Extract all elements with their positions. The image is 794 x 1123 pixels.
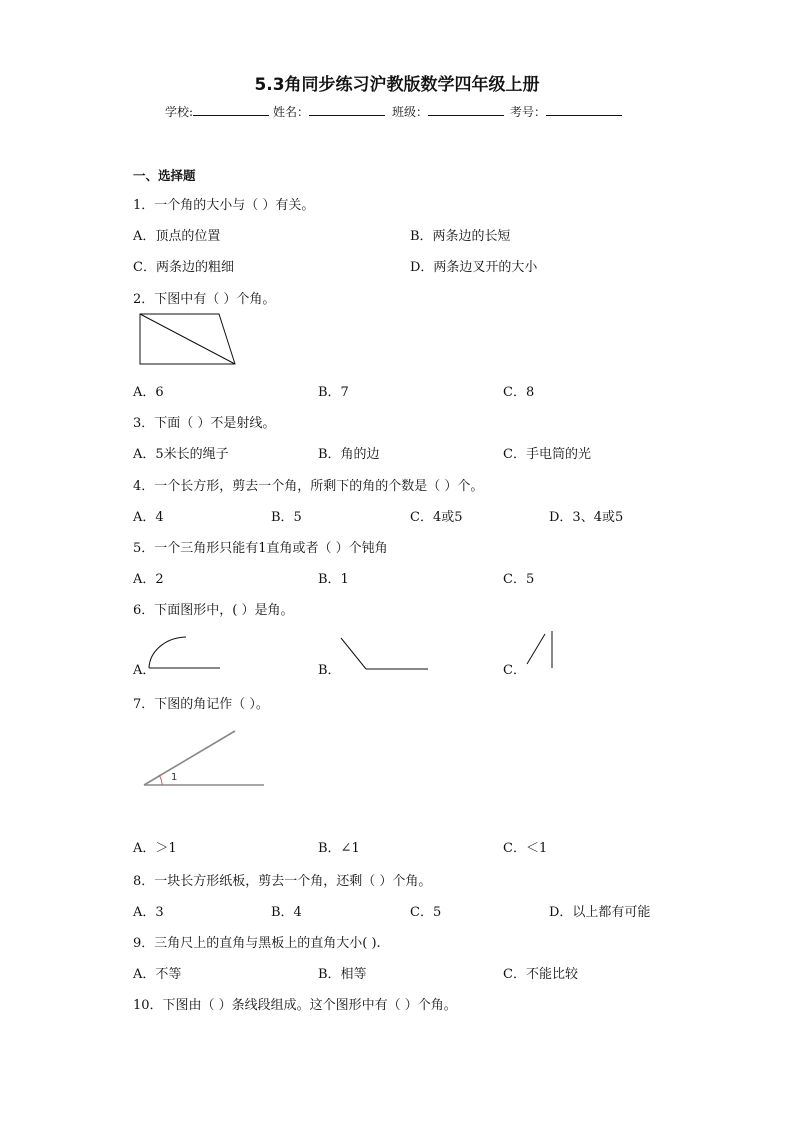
q8-option-a[interactable]: A．3: [133, 905, 164, 920]
class-field[interactable]: [392, 103, 504, 120]
exam-number-field[interactable]: [510, 103, 622, 120]
q1-option-a[interactable]: A．顶点的位置: [133, 229, 221, 244]
exam-number-label: 考号：: [510, 105, 547, 119]
q7-option-b[interactable]: B．∠1: [318, 841, 360, 856]
q5-option-b[interactable]: B．1: [318, 572, 349, 587]
q9-option-c[interactable]: C．不能比较: [503, 967, 578, 982]
q2-figure: [139, 313, 239, 367]
q9-option-b[interactable]: B．相等: [318, 967, 367, 982]
question-3-stem: 3．下面（ ）不是射线。: [133, 416, 276, 431]
name-blank[interactable]: [309, 103, 385, 116]
q7-option-a[interactable]: A．＞1: [133, 841, 177, 856]
q6-option-c[interactable]: C．: [503, 663, 526, 678]
q9-option-a[interactable]: A．不等: [133, 967, 182, 982]
q4-option-b[interactable]: B．5: [271, 510, 302, 525]
q7-option-c[interactable]: C．＜1: [503, 841, 548, 856]
q6-option-b[interactable]: B．: [318, 663, 341, 678]
question-8-stem: 8．一块长方形纸板，剪去一个角，还剩（ ）个角。: [133, 874, 432, 889]
q7-figure-angle: [143, 729, 267, 791]
q3-option-a[interactable]: A．5米长的绳子: [133, 447, 229, 462]
school-blank[interactable]: [193, 103, 269, 116]
q5-option-c[interactable]: C．5: [503, 572, 535, 587]
q2-option-a[interactable]: A．6: [133, 385, 164, 400]
q4-option-a[interactable]: A．4: [133, 510, 164, 525]
q7-angle-label: 1: [171, 772, 178, 783]
q2-option-b[interactable]: B．7: [318, 385, 349, 400]
question-2-stem: 2．下图中有（ ）个角。: [133, 292, 276, 307]
q6-figure-b-open-angle: [340, 637, 430, 671]
section-heading: 一、选择题: [133, 168, 196, 183]
q5-option-a[interactable]: A．2: [133, 572, 164, 587]
q6-option-a[interactable]: A．: [133, 663, 156, 678]
q8-option-b[interactable]: B．4: [271, 905, 302, 920]
q1-option-d[interactable]: D．两条边叉开的大小: [410, 260, 538, 275]
question-6-stem: 6．下面图形中，( ）是角。: [133, 603, 294, 618]
question-5-stem: 5．一个三角形只能有1直角或者（ ）个钝角: [133, 541, 388, 556]
q4-option-c[interactable]: C．4或5: [410, 510, 463, 525]
q1-option-c[interactable]: C．两条边的粗细: [133, 260, 234, 275]
q6-figure-c-separate-lines: [525, 630, 557, 670]
q3-option-b[interactable]: B．角的边: [318, 447, 380, 462]
name-field[interactable]: [273, 103, 385, 120]
q8-option-c[interactable]: C．5: [410, 905, 442, 920]
question-4-stem: 4．一个长方形，剪去一个角，所剩下的角的个数是（ ）个。: [133, 479, 484, 494]
school-label: 学校:: [165, 105, 194, 119]
q2-option-c[interactable]: C．8: [503, 385, 535, 400]
question-10-stem: 10．下图由（ ）条线段组成。这个图形中有（ ）个角。: [133, 998, 457, 1013]
q6-figure-a-arc-angle: [148, 636, 222, 670]
q4-option-d[interactable]: D．3、4或5: [549, 510, 624, 525]
class-label: 班级：: [392, 105, 429, 119]
school-field[interactable]: [165, 103, 269, 120]
q1-option-b[interactable]: B．两条边的长短: [410, 229, 511, 244]
class-blank[interactable]: [428, 103, 504, 116]
q8-option-d[interactable]: D．以上都有可能: [549, 905, 651, 920]
exam-number-blank[interactable]: [546, 103, 622, 116]
name-label: 姓名：: [273, 105, 310, 119]
question-7-stem: 7．下图的角记作（ ）。: [133, 697, 269, 712]
page-title: 5.3角同步练习沪教版数学四年级上册: [254, 75, 540, 95]
question-1-stem: 1．一个角的大小与（ ）有关。: [133, 198, 315, 213]
q3-option-c[interactable]: C．手电筒的光: [503, 447, 591, 462]
question-9-stem: 9．三角尺上的直角与黑板上的直角大小( ).: [133, 936, 381, 951]
